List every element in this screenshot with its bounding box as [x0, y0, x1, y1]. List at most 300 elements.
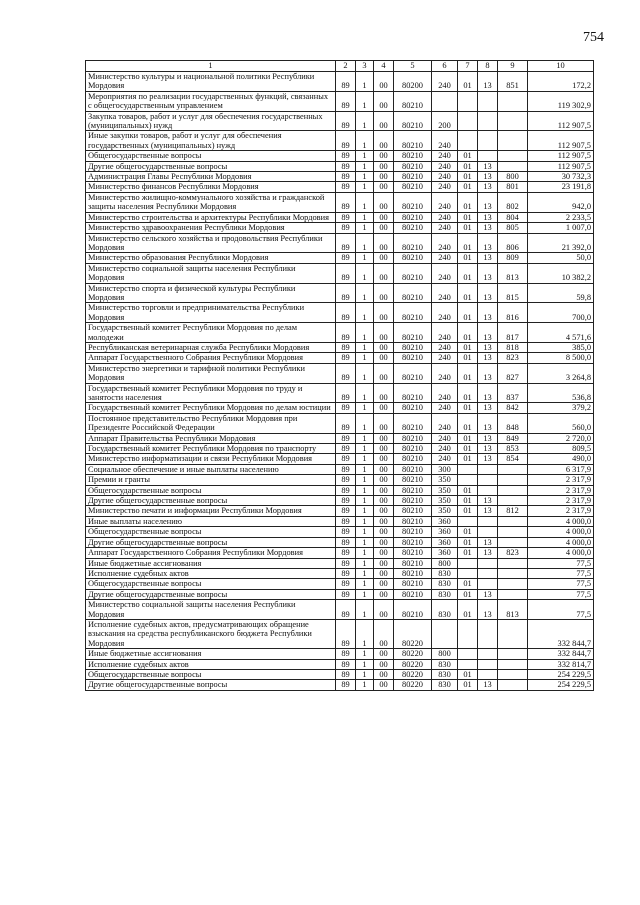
row-name-cell: Республиканская ветеринарная служба Республики Мордовия: [86, 342, 336, 352]
code-2-cell: 89: [336, 464, 356, 474]
amount-cell: 2 720,0: [528, 433, 594, 443]
code-8-cell: [478, 568, 498, 578]
code-8-cell: 13: [478, 263, 498, 283]
code-5-cell: 80210: [394, 192, 432, 212]
column-header: 3: [356, 61, 374, 72]
row-name-cell: Аппарат Правительства Республики Мордовия: [86, 433, 336, 443]
code-9-cell: 815: [498, 283, 528, 303]
code-9-cell: [498, 151, 528, 161]
row-name-cell: Министерство торговли и предпринимательства Республики Мордовия: [86, 303, 336, 323]
table-row: [86, 558, 594, 568]
code-5-cell: 80210: [394, 283, 432, 303]
code-4-cell: 00: [374, 548, 394, 558]
code-3-cell: 1: [356, 172, 374, 182]
table-row: [86, 72, 594, 92]
code-9-cell: 853: [498, 444, 528, 454]
column-header: 7: [458, 61, 478, 72]
table-row: [86, 172, 594, 182]
code-9-cell: 813: [498, 263, 528, 283]
amount-cell: 172,2: [528, 72, 594, 92]
code-9-cell: [498, 659, 528, 669]
code-3-cell: 1: [356, 353, 374, 363]
row-name-cell: Министерство жилищно-коммунального хозяйства и гражданской защиты населения Республики Мордовия: [86, 192, 336, 212]
code-2-cell: 89: [336, 303, 356, 323]
table-row: [86, 353, 594, 363]
code-4-cell: 00: [374, 72, 394, 92]
code-5-cell: 80210: [394, 363, 432, 383]
code-2-cell: 89: [336, 548, 356, 558]
code-8-cell: [478, 91, 498, 111]
code-7-cell: 01: [458, 323, 478, 343]
code-2-cell: 89: [336, 649, 356, 659]
code-3-cell: 1: [356, 619, 374, 648]
code-2-cell: 89: [336, 558, 356, 568]
code-3-cell: 1: [356, 669, 374, 679]
code-5-cell: 80210: [394, 342, 432, 352]
code-7-cell: [458, 568, 478, 578]
table-row: [86, 192, 594, 212]
code-7-cell: 01: [458, 537, 478, 547]
table-row: [86, 619, 594, 648]
code-8-cell: 13: [478, 283, 498, 303]
code-5-cell: 80210: [394, 353, 432, 363]
code-6-cell: 240: [432, 233, 458, 253]
code-9-cell: 842: [498, 403, 528, 413]
code-7-cell: 01: [458, 303, 478, 323]
row-name-cell: Государственный комитет Республики Мордовия по делам юстиции: [86, 403, 336, 413]
code-2-cell: 89: [336, 433, 356, 443]
row-name-cell: Общегосударственные вопросы: [86, 151, 336, 161]
code-2-cell: 89: [336, 192, 356, 212]
code-9-cell: [498, 464, 528, 474]
row-name-cell: Социальное обеспечение и иные выплаты населению: [86, 464, 336, 474]
code-7-cell: 01: [458, 403, 478, 413]
amount-cell: 332 844,7: [528, 619, 594, 648]
row-name-cell: Министерство социальной защиты населения Республики Мордовия: [86, 263, 336, 283]
code-3-cell: 1: [356, 589, 374, 599]
code-2-cell: 89: [336, 172, 356, 182]
code-4-cell: 00: [374, 212, 394, 222]
code-4-cell: 00: [374, 600, 394, 620]
code-4-cell: 00: [374, 516, 394, 526]
code-2-cell: 89: [336, 323, 356, 343]
code-4-cell: 00: [374, 363, 394, 383]
code-4-cell: 00: [374, 303, 394, 323]
code-6-cell: 240: [432, 182, 458, 192]
code-7-cell: [458, 111, 478, 131]
code-6-cell: 350: [432, 506, 458, 516]
table-row: [86, 516, 594, 526]
amount-cell: 77,5: [528, 589, 594, 599]
code-4-cell: 00: [374, 669, 394, 679]
code-6-cell: 360: [432, 548, 458, 558]
code-2-cell: 89: [336, 579, 356, 589]
table-row: [86, 444, 594, 454]
row-name-cell: Аппарат Государственного Собрания Республики Мордовия: [86, 548, 336, 558]
page-number: 754: [583, 30, 604, 45]
code-3-cell: 1: [356, 303, 374, 323]
table-row: [86, 548, 594, 558]
code-4-cell: 00: [374, 131, 394, 151]
code-3-cell: 1: [356, 579, 374, 589]
code-6-cell: 360: [432, 527, 458, 537]
code-7-cell: [458, 649, 478, 659]
code-6-cell: 240: [432, 353, 458, 363]
code-8-cell: 13: [478, 444, 498, 454]
amount-cell: 700,0: [528, 303, 594, 323]
code-7-cell: 01: [458, 363, 478, 383]
code-9-cell: 802: [498, 192, 528, 212]
code-3-cell: 1: [356, 323, 374, 343]
code-8-cell: [478, 485, 498, 495]
code-8-cell: 13: [478, 223, 498, 233]
amount-cell: 10 382,2: [528, 263, 594, 283]
code-2-cell: 89: [336, 131, 356, 151]
row-name-cell: Министерство спорта и физической культуры Республики Мордовия: [86, 283, 336, 303]
code-5-cell: 80220: [394, 659, 432, 669]
code-9-cell: [498, 619, 528, 648]
code-6-cell: 240: [432, 454, 458, 464]
row-name-cell: Общегосударственные вопросы: [86, 527, 336, 537]
code-7-cell: 01: [458, 527, 478, 537]
code-9-cell: [498, 131, 528, 151]
code-8-cell: [478, 619, 498, 648]
code-3-cell: 1: [356, 568, 374, 578]
code-8-cell: [478, 669, 498, 679]
code-8-cell: 13: [478, 589, 498, 599]
code-2-cell: 89: [336, 413, 356, 433]
code-3-cell: 1: [356, 403, 374, 413]
code-7-cell: 01: [458, 283, 478, 303]
code-4-cell: 00: [374, 475, 394, 485]
amount-cell: 23 191,8: [528, 182, 594, 192]
code-6-cell: 350: [432, 496, 458, 506]
code-4-cell: 00: [374, 323, 394, 343]
row-name-cell: Министерство культуры и национальной политики Республики Мордовия: [86, 72, 336, 92]
code-5-cell: 80210: [394, 172, 432, 182]
code-3-cell: 1: [356, 680, 374, 690]
code-4-cell: 00: [374, 444, 394, 454]
code-7-cell: [458, 91, 478, 111]
code-5-cell: 80220: [394, 669, 432, 679]
amount-cell: 77,5: [528, 579, 594, 589]
code-3-cell: 1: [356, 558, 374, 568]
code-5-cell: 80210: [394, 548, 432, 558]
amount-cell: 560,0: [528, 413, 594, 433]
code-7-cell: [458, 131, 478, 151]
code-7-cell: 01: [458, 212, 478, 222]
column-header: 1: [86, 61, 336, 72]
table-row: [86, 506, 594, 516]
code-7-cell: 01: [458, 233, 478, 253]
code-6-cell: 240: [432, 131, 458, 151]
code-7-cell: 01: [458, 413, 478, 433]
amount-cell: 59,8: [528, 283, 594, 303]
code-8-cell: [478, 527, 498, 537]
code-4-cell: 00: [374, 172, 394, 182]
table-row: [86, 283, 594, 303]
code-7-cell: [458, 558, 478, 568]
row-name-cell: Министерство сельского хозяйства и продовольствия Республики Мордовия: [86, 233, 336, 253]
code-4-cell: 00: [374, 383, 394, 403]
code-6-cell: 830: [432, 680, 458, 690]
amount-cell: 112 907,5: [528, 161, 594, 171]
code-4-cell: 00: [374, 192, 394, 212]
column-header: 5: [394, 61, 432, 72]
row-name-cell: Министерство социальной защиты населения Республики Мордовия: [86, 600, 336, 620]
code-6-cell: 800: [432, 558, 458, 568]
amount-cell: 332 814,7: [528, 659, 594, 669]
amount-cell: 2 317,9: [528, 496, 594, 506]
code-6-cell: 360: [432, 516, 458, 526]
code-3-cell: 1: [356, 151, 374, 161]
code-8-cell: 13: [478, 342, 498, 352]
code-2-cell: 89: [336, 353, 356, 363]
amount-cell: 4 571,6: [528, 323, 594, 343]
code-3-cell: 1: [356, 363, 374, 383]
column-header: 2: [336, 61, 356, 72]
row-name-cell: Министерство информатизации и связи Республики Мордовия: [86, 454, 336, 464]
amount-cell: 6 317,9: [528, 464, 594, 474]
code-4-cell: 00: [374, 263, 394, 283]
column-header: 10: [528, 61, 594, 72]
table-row: [86, 303, 594, 323]
code-8-cell: [478, 649, 498, 659]
table-row: [86, 537, 594, 547]
row-name-cell: Государственный комитет Республики Мордовия по транспорту: [86, 444, 336, 454]
code-6-cell: 350: [432, 485, 458, 495]
code-7-cell: 01: [458, 342, 478, 352]
code-3-cell: 1: [356, 223, 374, 233]
row-name-cell: Общегосударственные вопросы: [86, 579, 336, 589]
code-9-cell: 854: [498, 454, 528, 464]
amount-cell: 385,0: [528, 342, 594, 352]
code-4-cell: 00: [374, 283, 394, 303]
code-9-cell: 818: [498, 342, 528, 352]
code-5-cell: 80210: [394, 161, 432, 171]
code-8-cell: 13: [478, 323, 498, 343]
code-5-cell: 80210: [394, 475, 432, 485]
code-7-cell: 01: [458, 579, 478, 589]
header-row: [86, 61, 594, 72]
code-5-cell: 80220: [394, 649, 432, 659]
code-3-cell: 1: [356, 464, 374, 474]
code-9-cell: [498, 568, 528, 578]
code-5-cell: 80210: [394, 579, 432, 589]
code-5-cell: 80210: [394, 91, 432, 111]
code-4-cell: 00: [374, 233, 394, 253]
code-3-cell: 1: [356, 413, 374, 433]
code-8-cell: 13: [478, 680, 498, 690]
column-header: 9: [498, 61, 528, 72]
code-5-cell: 80210: [394, 323, 432, 343]
row-name-cell: Исполнение судебных актов, предусматривающих обращение взыскания на средства республиканского бюджета Республики Мордовия: [86, 619, 336, 648]
code-9-cell: [498, 161, 528, 171]
code-2-cell: 89: [336, 283, 356, 303]
code-3-cell: 1: [356, 182, 374, 192]
row-name-cell: Министерство здравоохранения Республики Мордовия: [86, 223, 336, 233]
code-4-cell: 00: [374, 182, 394, 192]
code-3-cell: 1: [356, 649, 374, 659]
code-6-cell: 240: [432, 253, 458, 263]
code-4-cell: 00: [374, 223, 394, 233]
code-6-cell: [432, 619, 458, 648]
table-row: [86, 433, 594, 443]
code-3-cell: 1: [356, 212, 374, 222]
code-3-cell: 1: [356, 192, 374, 212]
code-6-cell: 240: [432, 263, 458, 283]
code-2-cell: 89: [336, 111, 356, 131]
row-name-cell: Общегосударственные вопросы: [86, 485, 336, 495]
code-4-cell: 00: [374, 506, 394, 516]
row-name-cell: Иные выплаты населению: [86, 516, 336, 526]
code-7-cell: 01: [458, 433, 478, 443]
code-8-cell: [478, 131, 498, 151]
code-2-cell: 89: [336, 659, 356, 669]
code-7-cell: [458, 475, 478, 485]
code-9-cell: [498, 91, 528, 111]
code-6-cell: 830: [432, 568, 458, 578]
code-8-cell: 13: [478, 363, 498, 383]
amount-cell: 332 844,7: [528, 649, 594, 659]
row-name-cell: Закупка товаров, работ и услуг для обеспечения государственных (муниципальных) нужд: [86, 111, 336, 131]
code-6-cell: 240: [432, 413, 458, 433]
table-row: [86, 233, 594, 253]
amount-cell: 30 732,3: [528, 172, 594, 182]
code-9-cell: [498, 669, 528, 679]
row-name-cell: Другие общегосударственные вопросы: [86, 496, 336, 506]
code-2-cell: 89: [336, 363, 356, 383]
row-name-cell: Министерство строительства и архитектуры Республики Мордовия: [86, 212, 336, 222]
code-3-cell: 1: [356, 485, 374, 495]
code-5-cell: 80210: [394, 444, 432, 454]
code-5-cell: 80210: [394, 253, 432, 263]
table-row: [86, 161, 594, 171]
code-2-cell: 89: [336, 589, 356, 599]
table-row: [86, 413, 594, 433]
code-2-cell: 89: [336, 342, 356, 352]
code-5-cell: 80200: [394, 72, 432, 92]
code-3-cell: 1: [356, 506, 374, 516]
code-5-cell: 80210: [394, 589, 432, 599]
code-8-cell: 13: [478, 172, 498, 182]
code-7-cell: 01: [458, 548, 478, 558]
table-row: [86, 589, 594, 599]
code-3-cell: 1: [356, 537, 374, 547]
code-7-cell: 01: [458, 172, 478, 182]
code-5-cell: 80210: [394, 496, 432, 506]
code-6-cell: 240: [432, 323, 458, 343]
code-6-cell: 830: [432, 669, 458, 679]
code-7-cell: [458, 619, 478, 648]
row-name-cell: Министерство энергетики и тарифной политики Республики Мордовия: [86, 363, 336, 383]
code-3-cell: 1: [356, 527, 374, 537]
code-5-cell: 80210: [394, 263, 432, 283]
amount-cell: 809,5: [528, 444, 594, 454]
code-6-cell: 240: [432, 212, 458, 222]
code-9-cell: 827: [498, 363, 528, 383]
code-8-cell: 13: [478, 72, 498, 92]
code-9-cell: 848: [498, 413, 528, 433]
code-2-cell: 89: [336, 182, 356, 192]
code-9-cell: 806: [498, 233, 528, 253]
code-9-cell: 849: [498, 433, 528, 443]
code-5-cell: 80210: [394, 464, 432, 474]
code-8-cell: [478, 659, 498, 669]
code-3-cell: 1: [356, 444, 374, 454]
amount-cell: 4 000,0: [528, 537, 594, 547]
table-row: [86, 579, 594, 589]
table-row: [86, 568, 594, 578]
code-9-cell: 812: [498, 506, 528, 516]
code-2-cell: 89: [336, 496, 356, 506]
code-6-cell: 240: [432, 172, 458, 182]
code-2-cell: 89: [336, 568, 356, 578]
code-7-cell: 01: [458, 182, 478, 192]
code-2-cell: 89: [336, 233, 356, 253]
code-4-cell: 00: [374, 464, 394, 474]
code-4-cell: 00: [374, 649, 394, 659]
code-8-cell: [478, 475, 498, 485]
code-7-cell: 01: [458, 600, 478, 620]
code-4-cell: 00: [374, 413, 394, 433]
row-name-cell: Иные бюджетные ассигнования: [86, 558, 336, 568]
amount-cell: 254 229,5: [528, 669, 594, 679]
code-4-cell: 00: [374, 151, 394, 161]
code-4-cell: 00: [374, 433, 394, 443]
code-5-cell: 80210: [394, 454, 432, 464]
code-9-cell: [498, 485, 528, 495]
code-9-cell: [498, 496, 528, 506]
amount-cell: 942,0: [528, 192, 594, 212]
amount-cell: 112 907,5: [528, 111, 594, 131]
code-6-cell: 240: [432, 151, 458, 161]
row-name-cell: Постоянное представительство Республики Мордовия при Президенте Российской Федерации: [86, 413, 336, 433]
row-name-cell: Исполнение судебных актов: [86, 568, 336, 578]
amount-cell: 2 317,9: [528, 475, 594, 485]
code-6-cell: 240: [432, 283, 458, 303]
code-2-cell: 89: [336, 223, 356, 233]
code-2-cell: 89: [336, 485, 356, 495]
table-row: [86, 600, 594, 620]
code-4-cell: 00: [374, 659, 394, 669]
code-4-cell: 00: [374, 111, 394, 131]
code-2-cell: 89: [336, 537, 356, 547]
code-2-cell: 89: [336, 263, 356, 283]
code-5-cell: 80210: [394, 383, 432, 403]
code-8-cell: [478, 151, 498, 161]
code-8-cell: 13: [478, 506, 498, 516]
code-5-cell: 80210: [394, 485, 432, 495]
code-8-cell: 13: [478, 413, 498, 433]
code-3-cell: 1: [356, 548, 374, 558]
code-7-cell: [458, 464, 478, 474]
code-6-cell: 240: [432, 72, 458, 92]
code-9-cell: 809: [498, 253, 528, 263]
code-7-cell: 01: [458, 454, 478, 464]
code-7-cell: 01: [458, 496, 478, 506]
code-9-cell: [498, 475, 528, 485]
table-row: [86, 263, 594, 283]
amount-cell: 536,8: [528, 383, 594, 403]
code-3-cell: 1: [356, 253, 374, 263]
code-5-cell: 80210: [394, 433, 432, 443]
code-9-cell: 823: [498, 353, 528, 363]
code-2-cell: 89: [336, 619, 356, 648]
code-7-cell: 01: [458, 485, 478, 495]
code-7-cell: 01: [458, 151, 478, 161]
row-name-cell: Государственный комитет Республики Мордовия по труду и занятости населения: [86, 383, 336, 403]
